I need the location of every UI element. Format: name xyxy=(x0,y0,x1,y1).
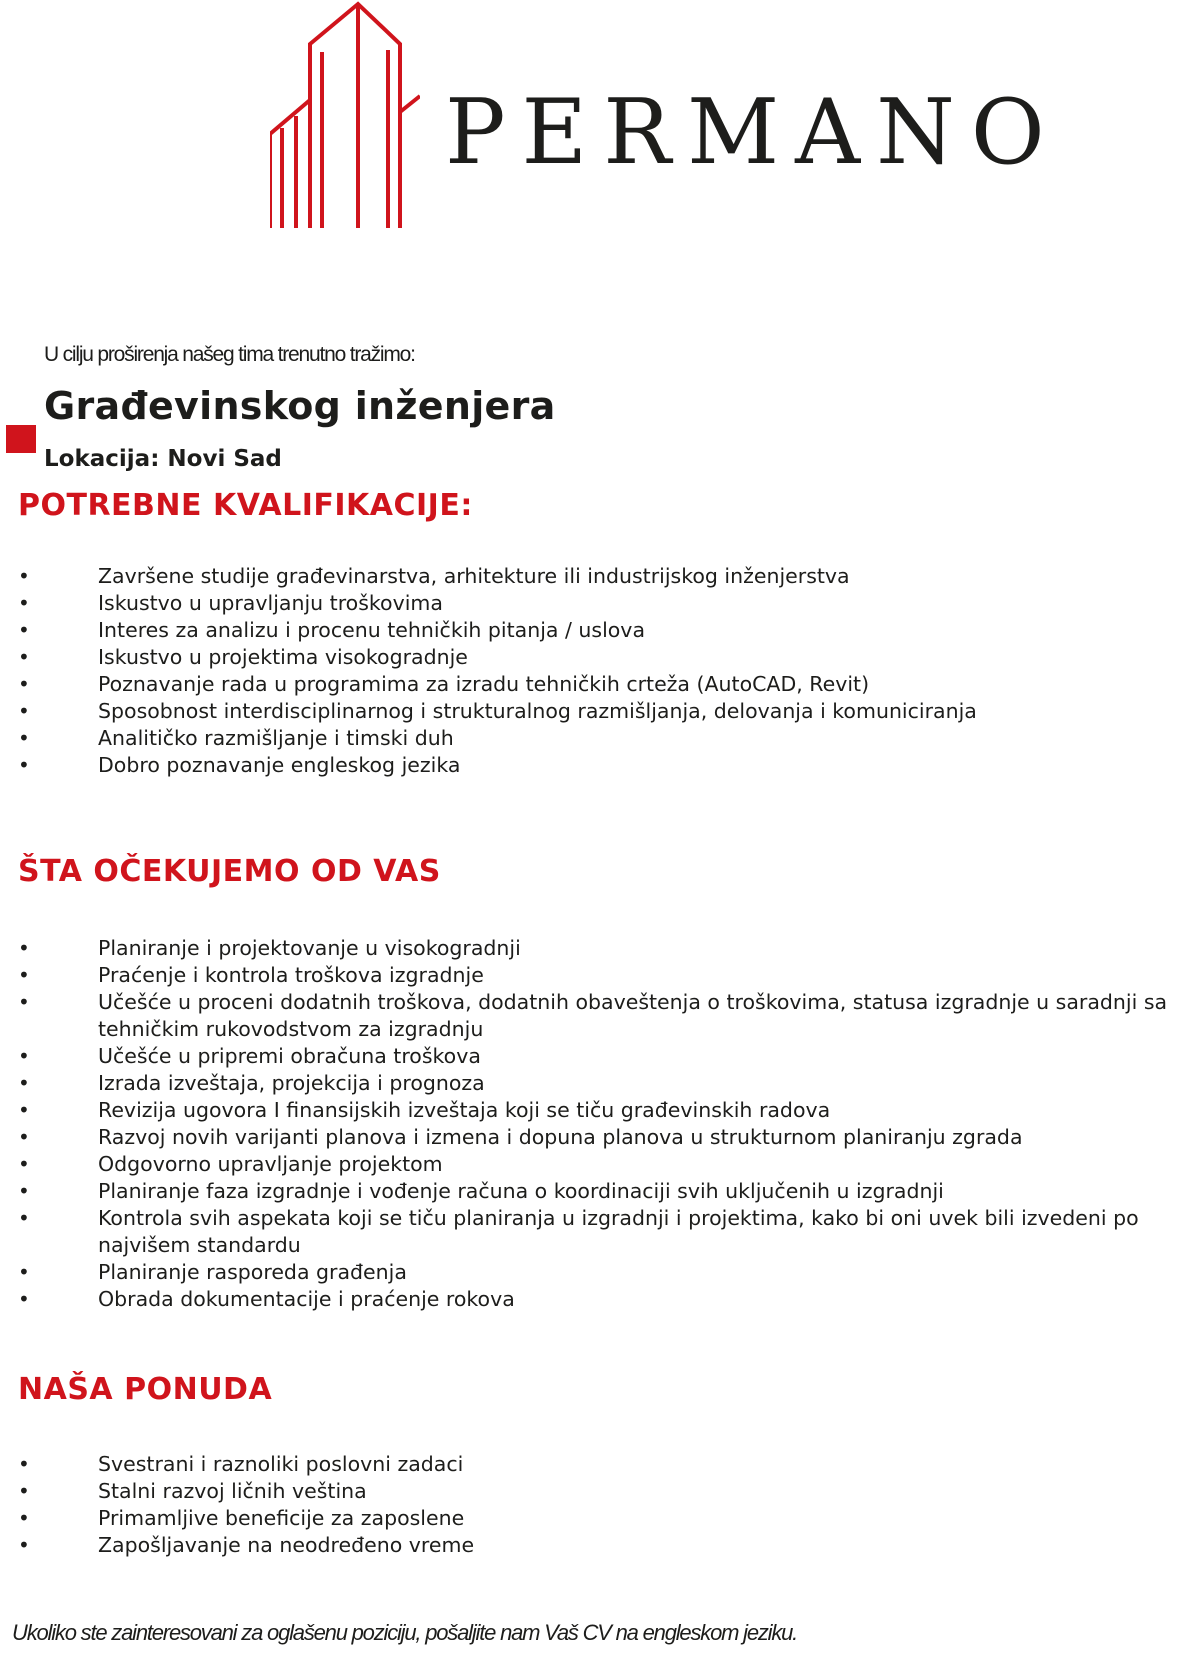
qualifications-list xyxy=(18,563,1188,779)
intro-text: U cilju proširenja našeg tima trenutno tražimo: xyxy=(44,343,415,366)
list-item: • Sposobnost interdisciplinarnog i strukturalnog razmišljanja, delovanja i komuniciranja xyxy=(18,698,1188,725)
list-item: • Revizija ugovora I finansijskih izveštaja koji se tiču građevinskih radova xyxy=(18,1097,1188,1124)
job-location: Lokacija: Novi Sad xyxy=(44,446,282,472)
list-item: • Završene studije građevinarstva, arhitekture ili industrijskog inženjerstva xyxy=(18,563,1188,590)
list-item: • Izrada izveštaja, projekcija i prognoza xyxy=(18,1070,1188,1097)
offer-list xyxy=(18,1451,1188,1559)
list-item: • Učešće u pripremi obračuna troškova xyxy=(18,1043,1188,1070)
offer-heading: NAŠA PONUDA xyxy=(18,1372,273,1407)
list-item: • Planiranje faza izgradnje i vođenje računa o koordinaciji svih uključenih u izgradnji xyxy=(18,1178,1188,1205)
list-item: • Planiranje rasporeda građenja xyxy=(18,1259,1188,1286)
list-item: • Iskustvo u upravljanju troškovima xyxy=(18,590,1188,617)
expectations-heading: ŠTA OČEKUJEMO OD VAS xyxy=(18,854,441,889)
list-item: • Zapošljavanje na neodređeno vreme xyxy=(18,1532,1188,1559)
logo-wordmark: PERMANO xyxy=(445,80,1061,185)
list-item: • Odgovorno upravljanje projektom xyxy=(18,1151,1188,1178)
list-item: • Interes za analizu i procenu tehničkih pitanja / uslova xyxy=(18,617,1188,644)
list-item: • Poznavanje rada u programima za izradu tehničkih crteža (AutoCAD, Revit) xyxy=(18,671,1188,698)
list-item: • Razvoj novih varijanti planova i izmena i dopuna planova u strukturnom planiranju zgrada xyxy=(18,1124,1188,1151)
list-item: • Analitičko razmišljanje i timski duh xyxy=(18,725,1188,752)
list-item: • Primamljive beneficije za zaposlene xyxy=(18,1505,1188,1532)
list-item: • Iskustvo u projektima visokogradnje xyxy=(18,644,1188,671)
list-item: • Planiranje i projektovanje u visokogradnji xyxy=(18,935,1188,962)
expectations-list xyxy=(18,935,1188,1313)
list-item: • Kontrola svih aspekata koji se tiču planiranja u izgradnji i projektima, kako bi oni uvek bili izvedeni po najvišem standardu xyxy=(18,1205,1188,1259)
list-item: • Svestrani i raznoliki poslovni zadaci xyxy=(18,1451,1188,1478)
company-logo xyxy=(270,0,1061,250)
job-title: Građevinskog inženjera xyxy=(44,384,556,428)
footer-note: Ukoliko ste zainteresovani za oglašenu poziciju, pošaljite nam Vaš CV na engleskom jeziku. xyxy=(12,1620,798,1645)
qualifications-heading: POTREBNE KVALIFIKACIJE: xyxy=(18,488,473,523)
buildings-logo-icon xyxy=(270,0,420,235)
list-item: • Stalni razvoj ličnih veština xyxy=(18,1478,1188,1505)
list-item: • Dobro poznavanje engleskog jezika xyxy=(18,752,1188,779)
accent-square xyxy=(6,425,36,453)
list-item: • Praćenje i kontrola troškova izgradnje xyxy=(18,962,1188,989)
list-item: • Obrada dokumentacije i praćenje rokova xyxy=(18,1286,1188,1313)
list-item: • Učešće u proceni dodatnih troškova, dodatnih obaveštenja o troškovima, statusa izgradnje u saradnji sa tehničkim rukovodstvom za izgradnju xyxy=(18,989,1188,1043)
